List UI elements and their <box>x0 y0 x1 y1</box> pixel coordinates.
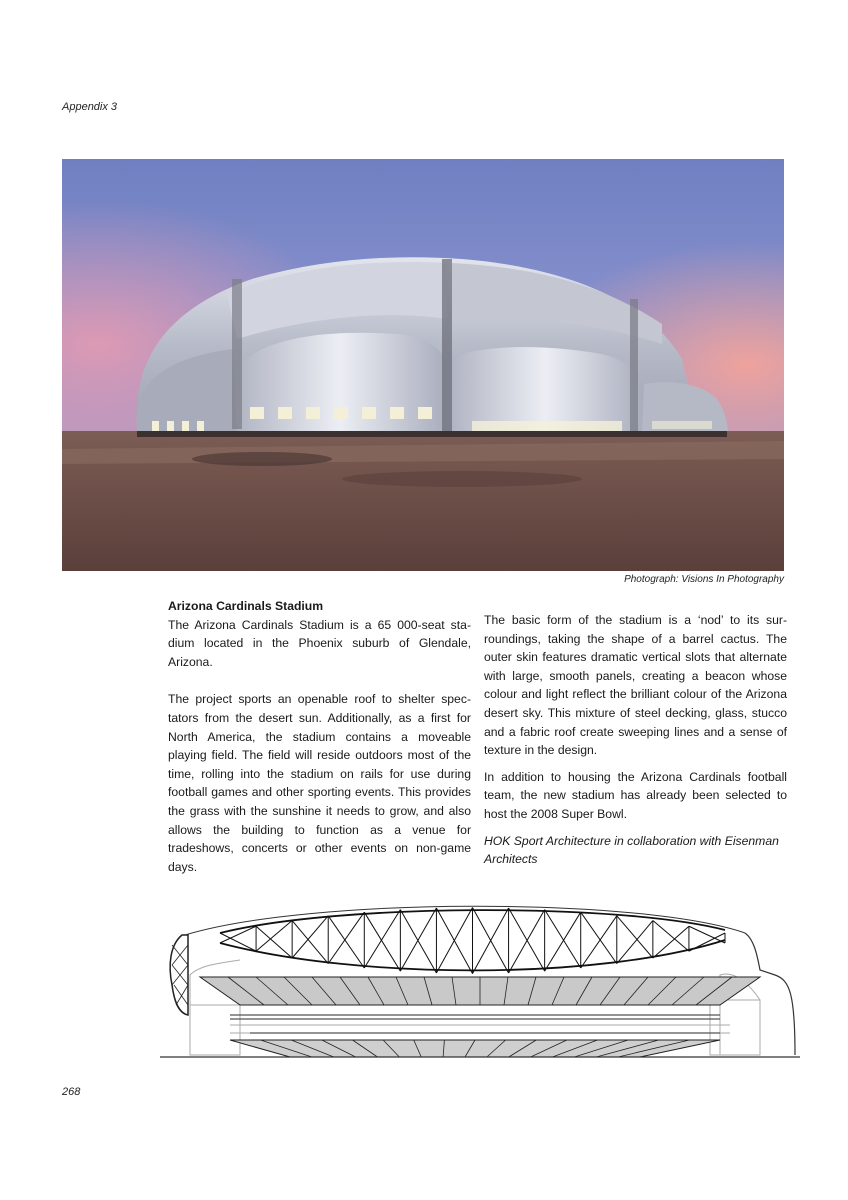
article-title: Arizona Cardinals Stadium <box>168 599 324 613</box>
truss-member <box>653 921 689 952</box>
truss-member <box>400 910 436 973</box>
truss-member <box>328 916 364 968</box>
truss-member <box>292 916 328 958</box>
truss-member <box>328 912 364 963</box>
architect-credit: HOK Sport Architecture in collaboration with Eisenman Architects <box>484 833 779 867</box>
stadium-photo-graphic <box>62 159 784 571</box>
photo-credit: Photograph: Visions In Photography <box>624 574 784 585</box>
running-head: Appendix 3 <box>62 101 118 113</box>
truss-member <box>545 912 581 971</box>
truss-member <box>220 933 256 951</box>
truss-member <box>509 910 545 973</box>
page-number: 268 <box>62 1086 81 1098</box>
article-paragraph: The basic form of the stadium is a ‘nod’ to its surroundings, taking the shape of a barrel cactus. The outer skin features dramatic vertical slots that alternate with large, smooth panels, creating a beacon whose colour and light reflect the brilliant colour of the Arizona desert sky. This mixture of steel decking, glass, stucco and a fabric roof create sweeping lines and a sense of texture in the design. <box>484 613 787 758</box>
truss-member <box>581 916 617 968</box>
truss-member <box>617 916 653 958</box>
truss-member <box>509 908 545 971</box>
truss-member <box>364 912 400 971</box>
truss-member <box>400 908 436 971</box>
article-paragraph: The Arizona Cardinals Stadium is a 65 000-seat stadium located in the Phoenix suburb of Glendale, Arizona. <box>168 617 471 669</box>
article-paragraph: In addition to housing the Arizona Cardinals football team, the new stadium has already been selected to host the 2008 Super Bowl. <box>484 769 787 821</box>
truss-member <box>292 921 328 964</box>
stadium-section-graphic <box>160 905 800 1060</box>
article-right-column <box>484 611 787 869</box>
article-left-column <box>168 597 471 876</box>
truss-member <box>581 912 617 963</box>
article-paragraph: The project sports an openable roof to shelter spectators from the desert sun. Additionally, as a first for North America, the stadium contains a moveable playing field. The field will reside outdoors most of the time, rolling into the stadium on rails for use during football games and other sporting events. This provides the grass with the sunshine it needs to grow, and also allows the building to function as a venue for tradeshows, concerts or other events on non-game days. <box>168 692 471 874</box>
truss-member <box>364 910 400 968</box>
truss-member <box>545 910 581 968</box>
stadium-photo <box>62 159 784 571</box>
stadium-section-drawing <box>160 905 800 1060</box>
